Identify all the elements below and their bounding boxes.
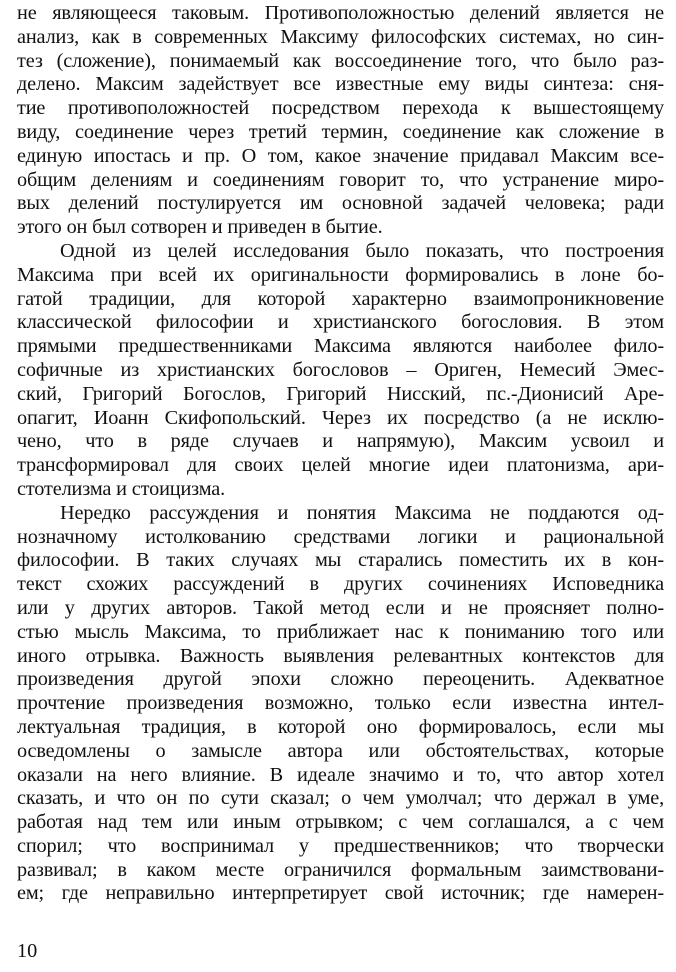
text-line: не являющееся таковым. Противоположностью делений является не [17, 2, 664, 24]
text-line: ем; где неправильно интерпретирует свой источник; где намерен- [17, 882, 664, 905]
text-line: единую ипостась и пр. О том, какое значение придавал Максим все- [17, 144, 664, 167]
text-line: делено. Максим задействует все известные ему виды синтеза: сня- [17, 73, 664, 96]
text-line: философии. В таких случаях мы старались поместить их в кон- [17, 549, 664, 572]
text-line: софичные из христианских богословов – Ориген, Немесий Эмес- [17, 358, 664, 381]
text-line: стью мысль Максима, то приближает нас к пониманию того или [17, 620, 664, 643]
text-line: работая над тем или иным отрывком; с чем соглашался, а с чем [17, 811, 664, 834]
text-line: общим делениям и соединениям говорит то, что устранение миро- [17, 168, 664, 191]
book-page [17, 2, 664, 968]
text-line: сказать, и что он по сути сказал; о чем умолчал; что держал в уме, [17, 787, 664, 810]
paragraph-1 [17, 2, 664, 240]
text-line: иного отрывка. Важность выявления релевантных контекстов для [17, 644, 664, 667]
text-line: оказали на него влияние. В идеале значимо и то, что автор хотел [17, 763, 664, 786]
text-line: опагит, Иоанн Скифопольский. Через их посредство (а не исклю- [17, 406, 664, 429]
text-line: этого он был сотворен и приведен в бытие. [17, 216, 383, 239]
paragraph-2 [17, 240, 664, 502]
text-line: Нередко рассуждения и понятия Максима не поддаются од- [60, 501, 664, 524]
text-line: стотелизма и стоицизма. [17, 477, 226, 500]
text-line: чено, что в ряде случаев и напрямую), Максим усвоил и [17, 430, 664, 453]
text-line: лектуальная традиция, в которой оно формировалось, если мы [17, 715, 664, 738]
text-line: трансформировал для своих целей многие идеи платонизма, ари- [17, 454, 664, 477]
text-line: прямыми предшественниками Максима являются наиболее фило- [17, 335, 664, 358]
text-line: или у других авторов. Такой метод если и не проясняет полно- [17, 596, 664, 619]
page-number: 10 [17, 940, 38, 962]
text-line: виду, соединение через третий термин, соединение как сложение в [17, 120, 664, 143]
text-line: прочтение произведения возможно, только если известна интел- [17, 692, 664, 715]
text-line: Максима при всей их оригинальности формировались в лоне бо- [17, 263, 664, 286]
text-line: произведения другой эпохи сложно переоценить. Адекватное [17, 668, 664, 691]
text-line: вых делений постулируется им основной задачей человека; ради [17, 192, 664, 215]
text-line: гатой традиции, для которой характерно взаимопроникновение [17, 287, 664, 310]
body-text [17, 2, 664, 906]
text-line: нозначному истолкованию средствами логики и рациональной [17, 525, 664, 548]
text-line: Одной из целей исследования было показать, что построения [60, 239, 664, 262]
text-line: классической философии и христианского богословия. В этом [17, 311, 664, 334]
text-line: тез (сложение), понимаемый как воссоединение того, что было раз- [17, 49, 664, 72]
paragraph-3 [17, 502, 664, 907]
text-line: спорил; что воспринимал у предшественников; что творчески [17, 834, 664, 857]
text-line: тие противоположностей посредством перехода к вышестоящему [17, 97, 664, 120]
text-line: ский, Григорий Богослов, Григорий Нисский, пс.-Дионисий Аре- [17, 382, 664, 405]
text-line: анализ, как в современных Максиму философских системах, но син- [17, 25, 664, 48]
text-line: осведомлены о замысле автора или обстоятельствах, которые [17, 739, 664, 762]
text-line: развивал; в каком месте ограничился формальным заимствовани- [17, 858, 664, 881]
text-line: текст схожих рассуждений в других сочинениях Исповедника [17, 573, 664, 596]
